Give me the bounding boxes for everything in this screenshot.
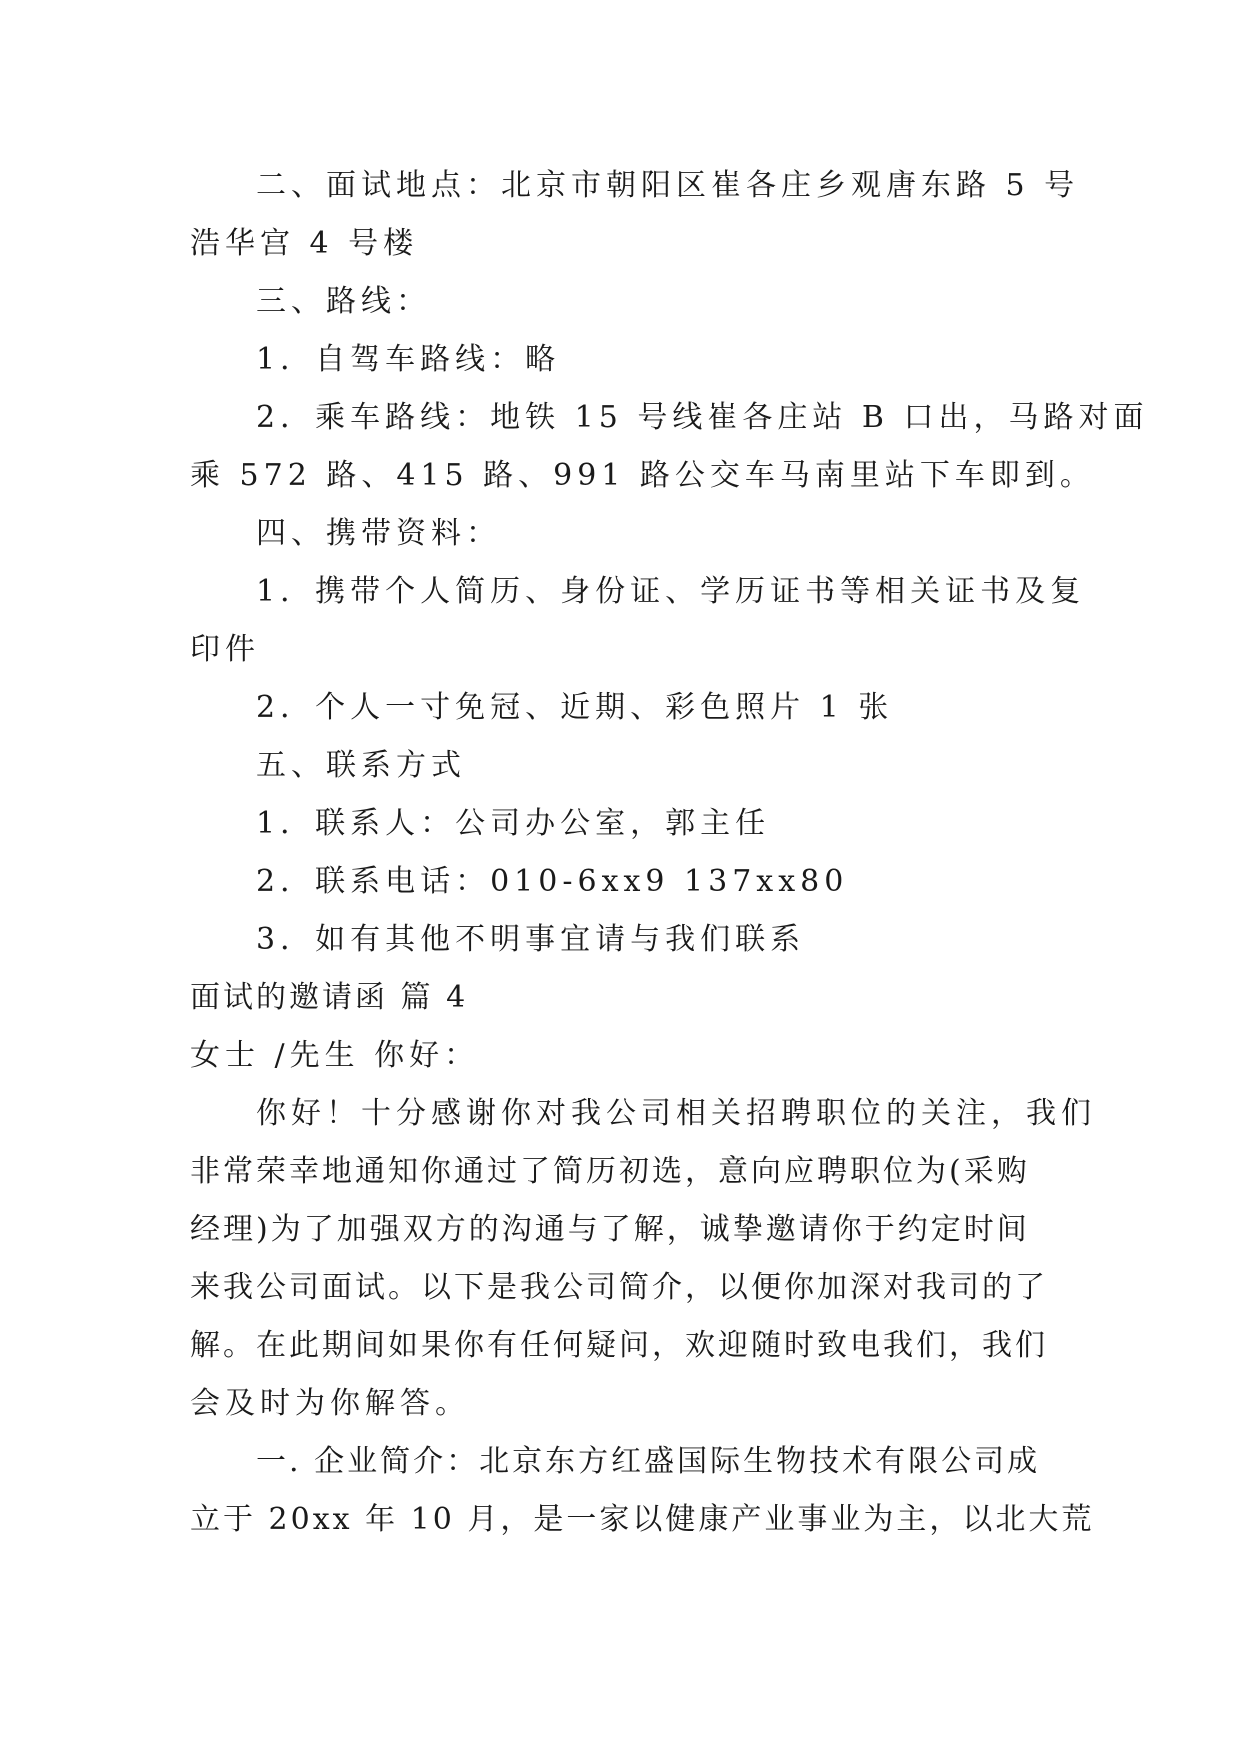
section-heading: 三、路线： [256, 284, 431, 319]
paragraph-line: 印件 [190, 632, 260, 667]
paragraph-line: 2．个人一寸免冠、近期、彩色照片 1 张 [256, 690, 894, 725]
paragraph-line: 会及时为你解答。 [190, 1386, 470, 1421]
paragraph-line: 乘 572 路、415 路、991 路公交车马南里站下车即到。 [190, 458, 1095, 493]
paragraph-line: 一. 企业简介：北京东方红盛国际生物技术有限公司成 [256, 1444, 1041, 1479]
paragraph-line: 1．携带个人简历、身份证、学历证书等相关证书及复 [256, 574, 1086, 609]
paragraph-line: 二、面试地点：北京市朝阳区崔各庄乡观唐东路 5 号 [256, 168, 1080, 203]
paragraph-line: 解。在此期间如果你有任何疑问，欢迎随时致电我们，我们 [190, 1328, 1048, 1363]
paragraph-line: 1．联系人：公司办公室，郭主任 [256, 806, 771, 841]
paragraph-line: 2．联系电话：010-6xx9 137xx80 [256, 864, 849, 899]
letter-title: 面试的邀请函 篇 4 [190, 980, 469, 1015]
paragraph-line: 非常荣幸地通知你通过了简历初选，意向应聘职位为(采购 [190, 1154, 1030, 1189]
salutation: 女士 /先生 你好： [190, 1038, 480, 1073]
paragraph-line: 2．乘车路线：地铁 15 号线崔各庄站 B 口出，马路对面 [256, 400, 1149, 435]
section-heading: 四、携带资料： [256, 516, 501, 551]
paragraph-line: 来我公司面试。以下是我公司简介，以便你加深对我司的了 [190, 1270, 1048, 1305]
paragraph-line: 你好！十分感谢你对我公司相关招聘职位的关注，我们 [256, 1096, 1096, 1131]
paragraph-line: 1．自驾车路线：略 [256, 342, 561, 377]
section-heading: 五、联系方式 [256, 748, 466, 783]
paragraph-line: 3．如有其他不明事宜请与我们联系 [256, 922, 806, 957]
paragraph-line: 经理)为了加强双方的沟通与了解，诚挚邀请你于约定时间 [190, 1212, 1030, 1247]
paragraph-line: 浩华宫 4 号楼 [190, 226, 419, 261]
paragraph-line: 立于 20xx 年 10 月，是一家以健康产业事业为主，以北大荒 [190, 1502, 1095, 1537]
